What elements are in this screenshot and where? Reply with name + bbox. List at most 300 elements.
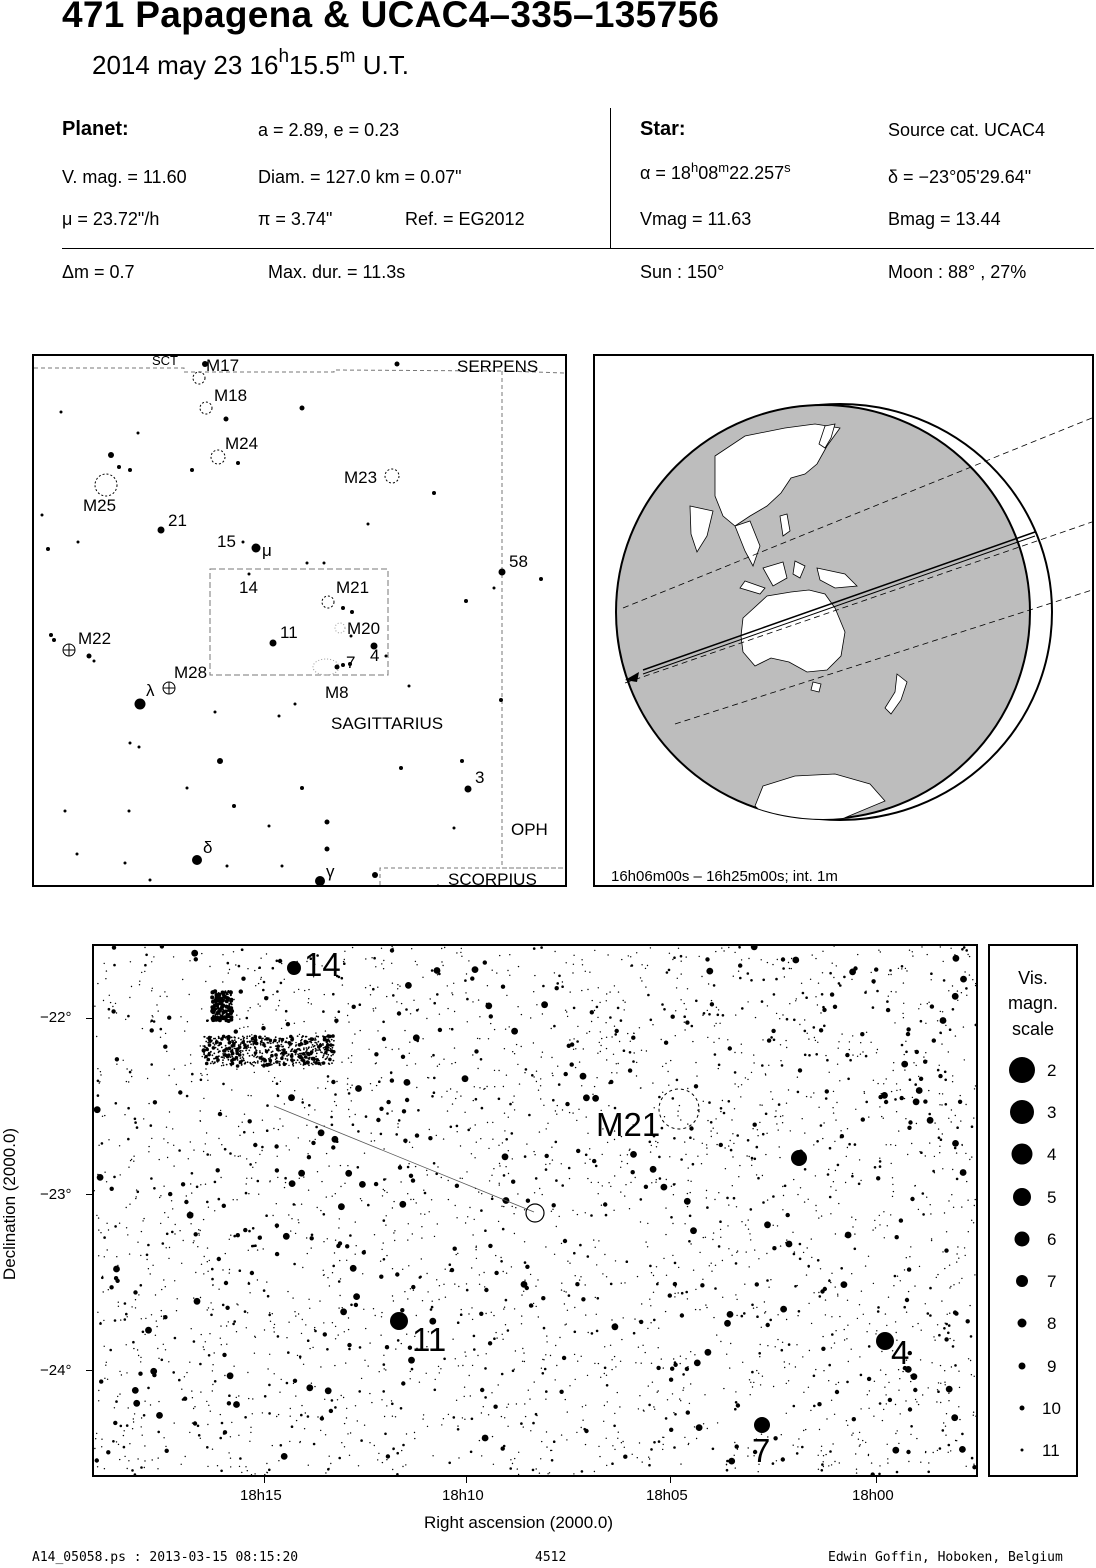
field-star [213,1058,215,1060]
field-star [784,976,785,977]
field-star [808,1303,809,1304]
field-star [299,1034,300,1035]
field-star [505,1029,506,1030]
field-star [967,954,968,955]
field-star [759,1104,760,1105]
field-star [151,1314,152,1315]
field-star [579,1279,580,1280]
field-star [153,1100,157,1104]
field-star [148,1151,149,1152]
field-star [241,1059,243,1061]
field-star [275,1223,279,1227]
field-star [248,1119,252,1123]
field-star [183,1240,184,1241]
field-star [800,1187,801,1188]
field-star [705,1237,706,1238]
field-star [899,1378,900,1379]
field-star [619,1406,620,1407]
field-star [214,999,218,1003]
field-star [946,1386,953,1393]
field-star [207,1074,208,1075]
field-star [404,1291,405,1292]
field-star [457,1425,458,1426]
field-star [575,1282,579,1286]
field-star [202,1045,203,1046]
field-star [437,974,438,975]
field-star [835,1233,836,1234]
field-star [690,1351,691,1352]
field-star [329,1409,333,1413]
field-star [811,1238,812,1239]
field-star [641,1363,642,1364]
field-star [582,1420,583,1421]
field-star [841,1281,848,1288]
field-star [261,1053,263,1055]
field-star [711,1136,712,1137]
field-star [687,1123,688,1124]
legend-mag-10: 10 [1042,1399,1061,1418]
field-star [250,1432,251,1433]
field-star [381,1249,382,1250]
field-star [325,1472,326,1473]
field-star [658,1328,659,1329]
field-star [759,1122,760,1123]
field-star [253,1065,255,1067]
field-star [236,1015,237,1016]
field-star [686,1410,690,1414]
field-star [599,1002,600,1003]
field-star [322,1044,324,1046]
field-star [799,1243,802,1246]
field-star [937,1324,938,1325]
field-star [940,1011,941,1012]
field-star [245,1050,247,1052]
field-star [392,1268,393,1269]
field-star [386,1192,387,1193]
field-star [565,1399,566,1400]
field-star [901,1044,904,1047]
field-star [422,1038,423,1039]
field-star [285,1182,286,1183]
field-star [209,1036,211,1038]
field-star [347,1433,348,1434]
field-star [236,1069,237,1070]
field-star [262,1120,263,1121]
field-star [207,1424,208,1425]
field-star [706,1154,707,1155]
field-star [167,1142,168,1143]
field-star [228,1394,231,1397]
field-star [211,1041,213,1043]
field-star [260,979,261,980]
field-star [782,967,785,970]
field-star [908,1461,909,1462]
legend-dot-9 [1019,1363,1026,1370]
field-star [782,1014,783,1015]
field-star [866,1331,867,1332]
field-star [374,1140,375,1141]
field-star [386,996,387,997]
field-star [587,989,588,990]
m20-marker [335,623,345,633]
field-star [909,1256,910,1257]
field-star [950,1450,951,1451]
field-star [661,1003,664,1006]
globe-time-range: 16h06m00s – 16h25m00s; int. 1m [611,868,838,885]
field-star [447,1008,448,1009]
field-star [555,1179,558,1182]
field-star [102,1116,103,1117]
field-star [518,966,519,967]
field-star [503,1174,506,1177]
field-star [751,1072,752,1073]
field-star [564,1291,565,1292]
field-star [907,1126,911,1130]
field-star [168,1258,169,1259]
field-star [308,1047,310,1049]
field-star [157,1431,160,1434]
field-star [249,1062,251,1064]
field-star [191,1192,192,1193]
field-star [567,1261,568,1262]
field-star [971,1220,972,1221]
field-star [575,1275,576,1276]
field-star [557,1105,558,1106]
field-star [598,1182,599,1183]
field-star [786,1103,787,1104]
field-star [148,1146,149,1147]
field-star [399,1201,406,1208]
field-star [781,1434,782,1435]
field-star [799,1258,802,1261]
field-star [161,1316,162,1317]
field-star [428,1077,429,1078]
field-star [193,1149,194,1150]
field-star [131,1159,132,1160]
field-star [217,1048,219,1050]
field-star [386,1100,390,1104]
field-star [696,1075,697,1076]
field-star [945,1323,948,1326]
field-star [143,1118,144,1119]
field-star [407,1239,408,1240]
field-star [220,1110,221,1111]
field-star [585,1405,586,1406]
field-star [566,1439,567,1440]
field-star [169,1111,170,1112]
field-star [222,1059,224,1061]
field-star [606,1037,607,1038]
field-star [936,1401,937,1402]
field-star [886,1000,889,1003]
field-star [809,1350,810,1351]
field-star [268,1314,271,1317]
field-star [311,1063,313,1065]
field-star [96,1215,97,1216]
field-star [797,1194,798,1195]
field-star [879,1165,882,1168]
field-star [266,1281,267,1282]
field-star [670,1060,671,1061]
field-star [515,1350,516,1351]
field-star [710,1002,714,1006]
field-star [504,1048,505,1049]
field-star [955,1440,956,1441]
field-star [901,1061,908,1068]
field-star [796,998,797,999]
field-star [512,1051,513,1052]
field-star [621,1339,622,1340]
field-star [105,978,106,979]
field-star [671,1015,675,1019]
field-star [569,1263,570,1264]
field-star [662,1066,663,1067]
field-star [508,1173,509,1174]
field-star [252,1227,255,1230]
field-star [879,1158,880,1159]
field-star [128,1460,129,1461]
field-star [163,1138,164,1139]
field-star [153,1187,156,1190]
field-star [135,1198,136,1199]
field-star [377,987,378,988]
field-star [919,1266,920,1267]
field-star [448,1199,449,1200]
field-star [259,1052,261,1054]
field-star [708,983,709,984]
field-star [106,1450,110,1454]
field-star [358,1390,361,1393]
legend-title-line2: magn. [1007,993,1059,1013]
field-star [452,1103,453,1104]
field-star [142,1331,145,1334]
field-star [374,1182,378,1186]
field-star [336,1081,337,1082]
field-star [756,1174,757,1175]
field-star [732,1156,733,1157]
field-star [706,1307,707,1308]
field-star [689,1215,692,1218]
field-star [545,1399,546,1400]
field-star [526,1199,530,1203]
field-star [715,1265,716,1266]
field-star [928,1462,929,1463]
field-star [707,1037,708,1038]
field-star [258,983,259,984]
field-star [97,983,98,984]
field-star [469,1207,470,1208]
field-star [536,1081,537,1082]
field-star [490,1023,491,1024]
field-star [455,1184,459,1188]
field-star [399,986,400,987]
field-star [639,1395,640,1396]
field-star [189,960,190,961]
field-star [310,1042,312,1044]
field-star [601,1205,602,1206]
field-star [868,1256,869,1257]
finder-label-m20: M20 [347,619,381,638]
field-star [766,1133,767,1134]
field-star [939,1093,940,1094]
field-star [552,1073,553,1074]
field-star [505,1138,508,1141]
field-star [163,1344,164,1345]
field-star [789,968,790,969]
field-star [250,1427,251,1428]
field-star [206,1132,207,1133]
field-star [795,1000,796,1001]
finder-label-lambda: λ [146,681,155,700]
field-star [238,1156,239,1157]
field-star [522,1361,523,1362]
field-star [592,1000,593,1001]
field-star [509,1026,510,1027]
field-star [495,1332,496,1333]
field-star [310,1037,314,1041]
field-star [229,969,230,970]
field-star [792,957,799,964]
field-star [551,1211,552,1212]
field-star [622,1441,623,1442]
field-star [264,1036,266,1038]
field-star [177,1298,178,1299]
field-star [569,1039,570,1040]
field-star [450,1088,451,1089]
field-star [948,1324,951,1327]
field-star [804,1132,805,1133]
field-star [885,1394,886,1395]
field-star [906,1450,910,1454]
field-star [249,1041,251,1043]
field-star [699,956,700,957]
field-star [491,1175,492,1176]
field-star [277,1177,278,1178]
field-star [581,959,582,960]
field-star [288,1047,290,1049]
field-star [957,990,958,991]
field-star [326,1196,327,1197]
field-star [225,1045,227,1047]
field-star [969,956,970,957]
chart-label-11: 11 [412,1321,447,1358]
field-star [617,1438,618,1439]
field-star [375,966,376,967]
field-star [390,1078,394,1082]
field-star [509,975,510,976]
field-star [884,1387,885,1388]
field-star [269,1057,271,1059]
field-star [97,1080,100,1083]
field-star [278,1005,279,1006]
field-star [916,1401,917,1402]
field-star [651,1145,652,1146]
field-star [946,1231,947,1232]
field-star [246,1041,248,1043]
field-star [645,986,646,987]
field-star [671,1186,672,1187]
field-star [386,1215,387,1216]
field-star [833,977,834,978]
field-star [150,1021,151,1022]
field-star [119,1371,120,1372]
field-star [200,1079,203,1082]
field-star [156,1320,157,1321]
field-star [408,1265,409,1266]
field-star [222,1050,224,1052]
field-star [165,1446,166,1447]
field-star [291,1061,293,1063]
field-star [235,1052,239,1056]
field-star [163,1045,167,1049]
field-star [397,984,398,985]
field-star [613,1210,614,1211]
field-star [521,1323,522,1324]
field-star [130,1160,131,1161]
field-star [344,1331,345,1332]
field-star [575,1048,576,1049]
field-star [602,1154,603,1155]
field-star [289,1441,290,1442]
magnitude-drop: Δm = 0.7 [62,262,135,282]
field-star [271,1064,273,1066]
field-star [707,1010,708,1011]
field-star [201,1075,202,1076]
field-star [156,1412,163,1419]
field-star [204,1256,205,1257]
field-star [521,1046,522,1047]
field-star [328,1063,330,1065]
field-star [747,1079,748,1080]
field-star [884,1237,885,1238]
field-star [125,1313,128,1316]
field-star [410,1378,411,1379]
field-star [574,1354,575,1355]
field-star [229,998,233,1002]
field-star [665,1417,668,1420]
field-star [639,1320,643,1324]
field-star [576,1432,577,1433]
field-star [534,1154,535,1155]
field-star [902,1013,903,1014]
field-star [843,976,846,979]
field-star [252,1041,254,1043]
field-star [701,976,702,977]
field-star [201,1008,202,1009]
field-star [507,970,508,971]
field-star [538,1090,539,1091]
field-star [112,1006,113,1007]
field-star [679,1105,680,1106]
field-star [591,1332,594,1335]
field-star [377,1459,378,1460]
field-star [211,990,215,994]
field-star [400,1181,401,1182]
field-star [126,1068,127,1069]
field-star [796,1452,799,1455]
field-star [214,1380,217,1383]
field-star [410,1013,411,1014]
field-star [212,1370,213,1371]
field-star [925,1155,926,1156]
field-star [954,1311,958,1315]
field-star [674,1413,677,1416]
field-star [689,1403,690,1404]
field-star [466,973,467,974]
field-star [413,1199,414,1200]
field-star [429,1211,430,1212]
field-star [476,1258,477,1259]
